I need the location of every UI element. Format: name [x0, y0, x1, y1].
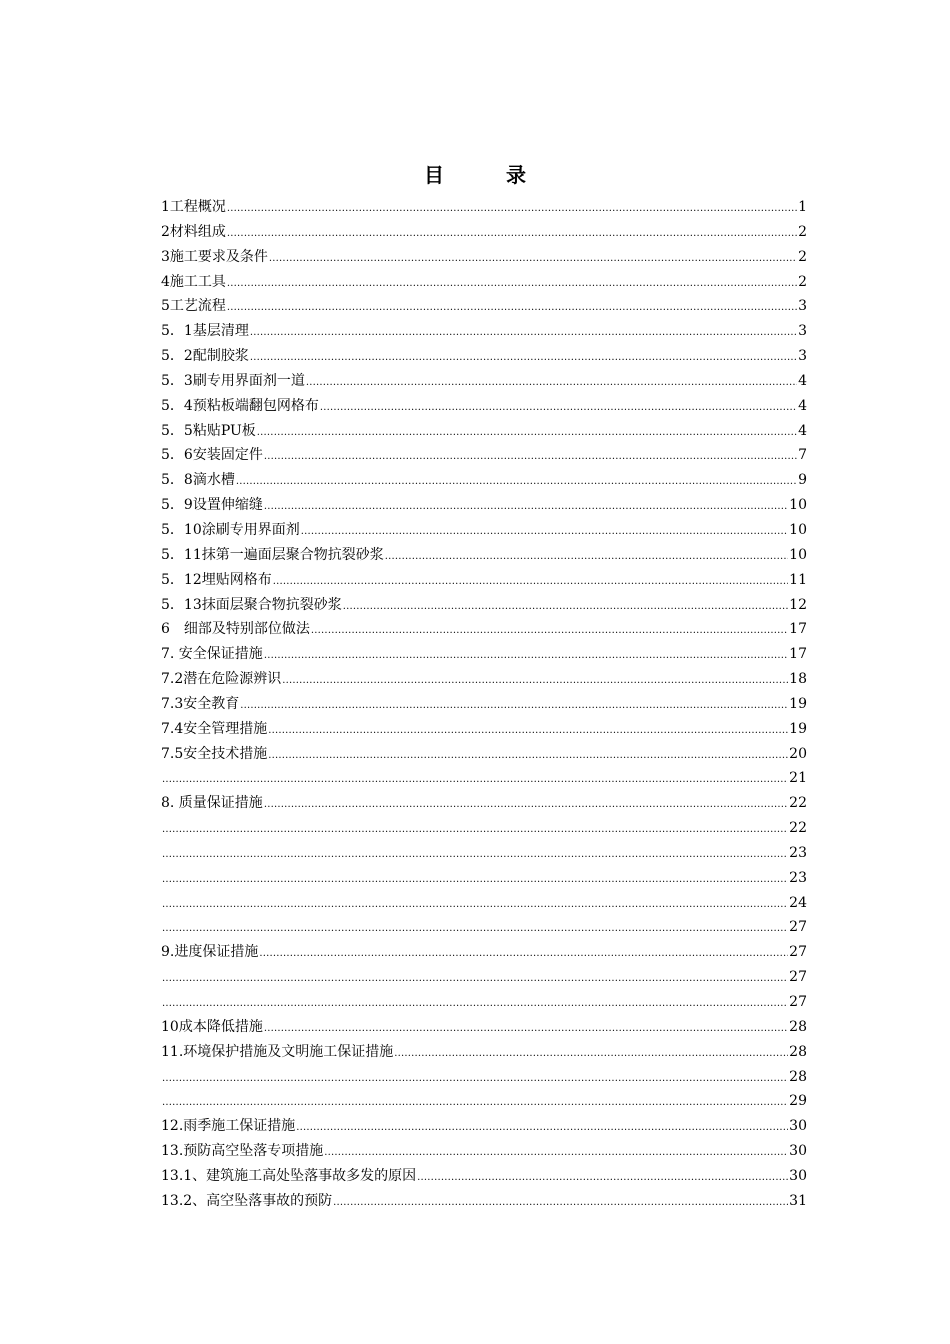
toc-entry-label: 8. 质量保证措施 [161, 795, 263, 812]
toc-entry[interactable] [161, 518, 807, 543]
toc-entry-label: 5．8滴水槽 [161, 472, 235, 489]
toc-entry-label: 13.预防高空坠落专项措施 [161, 1143, 324, 1160]
toc-entry-page-number: 4 [798, 397, 807, 414]
toc-dot-leader [259, 942, 788, 967]
toc-entry-page-number: 17 [789, 621, 807, 638]
toc-entry-page-number: 20 [789, 745, 807, 762]
toc-entry[interactable] [161, 965, 807, 990]
toc-dot-leader [343, 595, 788, 620]
title-char-2: 录 [506, 163, 526, 188]
toc-dot-leader [162, 992, 788, 1017]
toc-entry-label: 7.2潜在危险源辨识 [161, 671, 282, 688]
toc-entry-page-number: 2 [798, 273, 807, 290]
title-char-1: 目 [424, 163, 444, 188]
toc-entry[interactable] [161, 1189, 807, 1214]
toc-entry-page-number: 2 [798, 248, 807, 265]
toc-dot-leader [264, 445, 797, 470]
toc-entry-label: 12.雨季施工保证措施 [161, 1118, 296, 1135]
toc-entry-page-number: 30 [789, 1167, 807, 1184]
toc-dot-leader [324, 1141, 788, 1166]
toc-dot-leader [162, 868, 788, 893]
toc-dot-leader [250, 321, 797, 346]
toc-entry[interactable] [161, 319, 807, 344]
toc-dot-leader [268, 719, 788, 744]
toc-entry[interactable] [161, 816, 807, 841]
toc-entry-page-number: 9 [798, 472, 807, 489]
toc-dot-leader [227, 272, 797, 297]
toc-entry-page-number: 22 [789, 820, 807, 837]
toc-entry[interactable] [161, 195, 807, 220]
toc-dot-leader [227, 197, 797, 222]
toc-dot-leader [264, 1017, 788, 1042]
toc-entry-page-number: 23 [789, 869, 807, 886]
toc-entry-label: 5．5粘贴PU板 [161, 422, 256, 439]
toc-entry[interactable] [161, 568, 807, 593]
toc-entry-page-number: 2 [798, 223, 807, 240]
toc-entry-page-number: 4 [798, 422, 807, 439]
toc-dot-leader [236, 470, 797, 495]
toc-entry-page-number: 22 [789, 795, 807, 812]
toc-entry[interactable] [161, 1065, 807, 1090]
toc-dot-leader [394, 1042, 788, 1067]
toc-entry[interactable] [161, 717, 807, 742]
toc-entry[interactable] [161, 891, 807, 916]
toc-dot-leader [162, 893, 788, 918]
toc-entry[interactable] [161, 1015, 807, 1040]
toc-dot-leader [240, 694, 788, 719]
toc-dot-leader [282, 669, 788, 694]
toc-entry[interactable] [161, 543, 807, 568]
toc-entry-page-number: 30 [789, 1143, 807, 1160]
toc-entry-label: 5工艺流程 [161, 298, 226, 315]
toc-dot-leader [257, 421, 797, 446]
toc-entry[interactable] [161, 270, 807, 295]
toc-dot-leader [269, 247, 797, 272]
toc-dot-leader [264, 644, 788, 669]
toc-dot-leader [162, 1067, 788, 1092]
toc-entry[interactable] [161, 866, 807, 891]
toc-entry[interactable] [161, 1089, 807, 1114]
toc-entry[interactable] [161, 1139, 807, 1164]
toc-entry-page-number: 17 [789, 646, 807, 663]
toc-entry-label: 2材料组成 [161, 223, 226, 240]
toc-entry[interactable] [161, 742, 807, 767]
toc-dot-leader [268, 744, 788, 769]
toc-entry-label: 5．2配制胶浆 [161, 348, 249, 365]
toc-dot-leader [162, 1091, 788, 1116]
toc-entry[interactable] [161, 841, 807, 866]
toc-entry-page-number: 12 [789, 596, 807, 613]
toc-entry-label: 7.5安全技术措施 [161, 745, 268, 762]
toc-dot-leader [296, 1116, 788, 1141]
toc-entry-page-number: 27 [789, 944, 807, 961]
toc-dot-leader [417, 1166, 788, 1191]
toc-entry[interactable] [161, 220, 807, 245]
toc-entry[interactable] [161, 294, 807, 319]
toc-entry[interactable] [161, 593, 807, 618]
toc-entry-label: 3施工要求及条件 [161, 248, 268, 265]
toc-entry-label: 1工程概况 [161, 199, 226, 215]
toc-entry-label: 5．10涂刷专用界面剂 [161, 521, 300, 538]
toc-entry-label: 5．3刷专用界面剂一道 [161, 372, 305, 389]
toc-entry-label: 5．4预粘板端翻包网格布 [161, 397, 319, 414]
toc-entry-page-number: 10 [789, 521, 807, 538]
toc-dot-leader [320, 396, 797, 421]
toc-entry-page-number: 23 [789, 844, 807, 861]
toc-dot-leader [301, 520, 788, 545]
toc-entry-page-number: 28 [789, 1068, 807, 1085]
toc-entry-page-number: 27 [789, 969, 807, 986]
toc-entry-label: 10成本降低措施 [161, 1018, 263, 1035]
toc-dot-leader [385, 545, 788, 570]
toc-entry[interactable] [161, 344, 807, 369]
toc-entry[interactable] [161, 443, 807, 468]
toc-entry[interactable] [161, 642, 807, 667]
toc-entry-label: 5．9设置伸缩缝 [161, 497, 263, 514]
toc-entry-page-number: 31 [789, 1192, 807, 1209]
toc-dot-leader [162, 768, 788, 793]
toc-entry-page-number: 19 [789, 720, 807, 737]
toc-entry-page-number: 27 [789, 994, 807, 1010]
toc-entry[interactable] [161, 667, 807, 692]
toc-entry-label: 13.1、建筑施工高处坠落事故多发的原因 [161, 1167, 417, 1184]
table-of-contents [161, 195, 807, 1214]
toc-entry-page-number: 10 [789, 546, 807, 563]
toc-entry-page-number: 4 [798, 372, 807, 389]
toc-entry-label: 5．13抹面层聚合物抗裂砂浆 [161, 596, 342, 613]
toc-dot-leader [227, 296, 797, 321]
toc-dot-leader [264, 495, 788, 520]
toc-entry-label: 5．11抹第一遍面层聚合物抗裂砂浆 [161, 546, 384, 563]
toc-entry-label: 7.4安全管理措施 [161, 720, 268, 737]
toc-dot-leader [162, 917, 788, 942]
toc-entry-label: 5．1基层清理 [161, 323, 249, 340]
toc-dot-leader [162, 818, 788, 843]
toc-entry-label: 5．12埋贴网格布 [161, 571, 272, 588]
toc-entry-page-number: 3 [798, 323, 807, 340]
toc-dot-leader [311, 619, 788, 644]
toc-entry[interactable] [161, 493, 807, 518]
toc-dot-leader [264, 793, 788, 818]
toc-entry-page-number: 18 [789, 671, 807, 688]
toc-dot-leader [333, 1191, 788, 1216]
toc-entry[interactable] [161, 940, 807, 965]
toc-entry-page-number: 29 [789, 1093, 807, 1110]
toc-entry-label: 11.环境保护措施及文明施工保证措施 [161, 1043, 394, 1060]
toc-entry[interactable] [161, 1040, 807, 1065]
toc-entry[interactable] [161, 990, 807, 1015]
toc-entry-page-number: 3 [798, 298, 807, 315]
toc-entry[interactable] [161, 617, 807, 642]
toc-entry-page-number: 21 [789, 770, 807, 787]
toc-entry-label: 9.进度保证措施 [161, 944, 259, 961]
page-title [0, 159, 950, 188]
toc-entry[interactable] [161, 915, 807, 940]
toc-entry[interactable] [161, 245, 807, 270]
toc-entry-page-number: 1 [798, 199, 807, 215]
toc-dot-leader [273, 570, 788, 595]
toc-entry[interactable] [161, 468, 807, 493]
toc-entry-page-number: 10 [789, 497, 807, 514]
toc-entry[interactable] [161, 692, 807, 717]
toc-entry[interactable] [161, 791, 807, 816]
toc-dot-leader [306, 371, 797, 396]
toc-entry[interactable] [161, 394, 807, 419]
toc-entry[interactable] [161, 1114, 807, 1139]
toc-entry-label: 4施工工具 [161, 273, 226, 290]
toc-entry-label: 7. 安全保证措施 [161, 646, 263, 663]
toc-entry-label: 13.2、高空坠落事故的预防 [161, 1192, 333, 1209]
toc-entry-page-number: 28 [789, 1043, 807, 1060]
toc-dot-leader [162, 843, 788, 868]
toc-dot-leader [162, 967, 788, 992]
toc-entry-page-number: 24 [789, 894, 807, 911]
toc-entry-page-number: 27 [789, 919, 807, 936]
toc-entry[interactable] [161, 369, 807, 394]
toc-entry-label: 5．6安装固定件 [161, 447, 263, 464]
toc-entry[interactable] [161, 766, 807, 791]
toc-entry-page-number: 7 [798, 447, 807, 464]
toc-entry-page-number: 11 [789, 571, 807, 588]
toc-dot-leader [250, 346, 797, 371]
toc-entry-label: 7.3安全教育 [161, 695, 240, 712]
toc-entry-page-number: 3 [798, 348, 807, 365]
toc-entry-page-number: 30 [789, 1118, 807, 1135]
toc-dot-leader [227, 222, 797, 247]
toc-entry-page-number: 28 [789, 1018, 807, 1035]
toc-entry-label: 6 细部及特别部位做法 [161, 621, 310, 638]
toc-entry-page-number: 19 [789, 695, 807, 712]
toc-entry[interactable] [161, 1164, 807, 1189]
toc-entry[interactable] [161, 419, 807, 444]
